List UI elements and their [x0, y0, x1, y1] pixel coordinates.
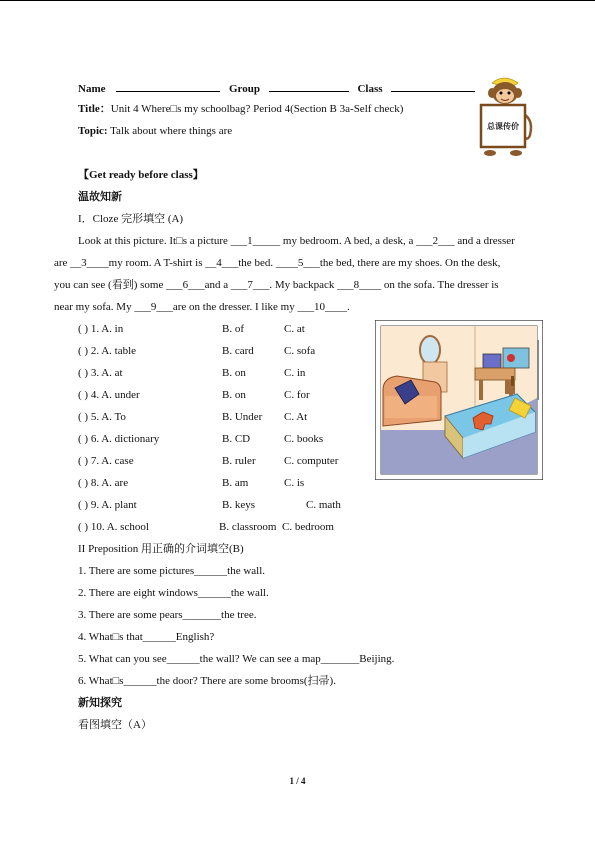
option-c: C. computer	[284, 455, 339, 467]
preposition-title: II Preposition 用正确的介词填空(B)	[78, 543, 244, 555]
option-b: B. card	[222, 345, 254, 357]
option-c: C. for	[284, 389, 310, 401]
picture-fill-task: 看图填空（A）	[78, 719, 152, 731]
option-row: ( ) 6. A. dictionary	[78, 433, 160, 445]
passage-line: you can see (看到) some ___6___and a ___7___. My backpack ___8____ on the sofa. The dresser is	[54, 279, 499, 291]
option-b: B. Under	[222, 411, 263, 423]
class-blank	[391, 80, 475, 92]
cloze-title: I．Cloze 完形填空 (A)	[78, 213, 184, 225]
passage-line: Look at this picture. It□s a picture ___1_____ my bedroom. A bed, a desk, a ___2___ and a dresser	[78, 235, 515, 247]
review-heading: 温故知新	[78, 191, 122, 203]
passage-line: are __3____my room. A T-shirt is __4___the bed. ____5___the bed, there are my shoes. On the desk,	[54, 257, 501, 269]
option-c: C. at	[284, 323, 305, 335]
option-row: ( ) 3. A. at	[78, 367, 123, 379]
option-b: B. keys	[222, 499, 255, 511]
option-row: ( ) 8. A. are	[78, 477, 129, 489]
option-c: C. books	[284, 433, 324, 445]
option-c: C. in	[284, 367, 306, 379]
option-c: C. is	[284, 477, 305, 489]
top-rule	[0, 0, 595, 1]
section-heading-get-ready: 【Get ready before class】	[78, 169, 204, 181]
option-row: ( ) 10. A. school	[78, 521, 149, 533]
option-c: C. bedroom	[282, 521, 334, 533]
page-number: 1 / 4	[289, 776, 306, 786]
preposition-item: 5. What can you see______the wall? We can see a map_______Beijing.	[78, 653, 395, 665]
group-blank	[269, 80, 349, 92]
option-row: ( ) 1. A. in	[78, 323, 124, 335]
preposition-item: 1. There are some pictures______the wall.	[78, 565, 266, 577]
preposition-item: 3. There are some pears_______the tree.	[78, 609, 257, 621]
option-b: B. am	[222, 477, 249, 489]
option-b: B. ruler	[222, 455, 256, 467]
option-row: ( ) 2. A. table	[78, 345, 137, 357]
preposition-item: 6. What□s______the door? There are some brooms(扫帚).	[78, 675, 336, 687]
name-label: Name	[78, 83, 106, 95]
option-b: B. on	[222, 367, 246, 379]
option-b: B. of	[222, 323, 244, 335]
option-row: ( ) 7. A. case	[78, 455, 134, 467]
class-label: Class	[357, 83, 383, 95]
topic-line: Topic: Talk about where things are	[78, 125, 233, 137]
option-b: B. on	[222, 389, 246, 401]
new-knowledge-heading: 新知探究	[78, 697, 122, 709]
option-row: ( ) 5. A. To	[78, 411, 126, 423]
group-label: Group	[229, 83, 260, 95]
option-b: B. classroom	[219, 521, 277, 533]
preposition-item: 2. There are eight windows______the wall.	[78, 587, 269, 599]
title-line: Title：Unit 4 Where□s my schoolbag? Period 4(Section B 3a-Self check)	[78, 103, 404, 115]
name-blank	[116, 80, 220, 92]
option-c: C. math	[306, 499, 341, 511]
option-b: B. CD	[222, 433, 251, 445]
mascot-sign-text: 总课传价	[487, 122, 519, 131]
preposition-item: 4. What□s that______English?	[78, 631, 215, 643]
passage-line: near my sofa. My ___9___are on the dresser. I like my ___10____.	[54, 301, 350, 313]
monkey-mascot-icon	[474, 73, 538, 159]
option-row: ( ) 4. A. under	[78, 389, 140, 401]
name-field	[78, 80, 475, 96]
bedroom-picture	[375, 320, 543, 480]
option-c: C. sofa	[284, 345, 316, 357]
option-c: C. At	[284, 411, 308, 423]
option-row: ( ) 9. A. plant	[78, 499, 137, 511]
